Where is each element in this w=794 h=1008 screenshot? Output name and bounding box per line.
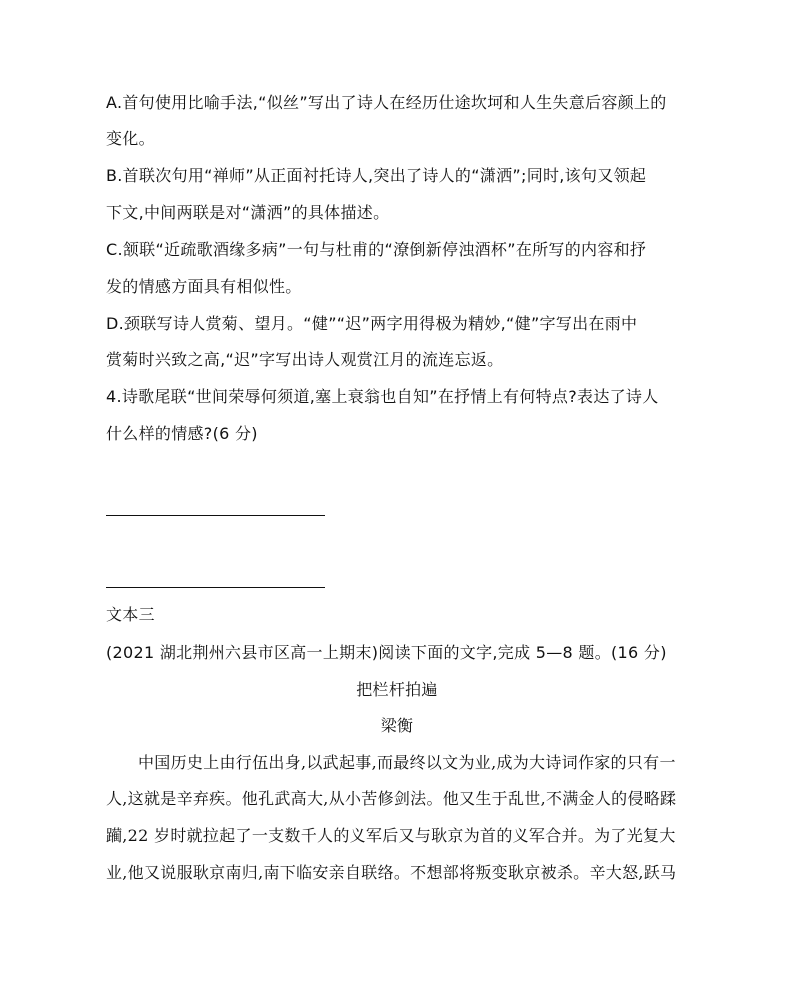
option-a-line-1: A.首句使用比喻手法,“似丝”写出了诗人在经历仕途坎坷和人生失意后容颜上的	[106, 93, 667, 112]
answer-line-2	[106, 587, 325, 588]
answer-line-1	[106, 515, 325, 516]
question-4-line-1: 4.诗歌尾联“世间荣辱何须道,塞上衰翁也自知”在抒情上有何特点?表达了诗人	[106, 387, 659, 406]
option-c-line-2: 发的情感方面具有相似性。	[106, 277, 302, 296]
article-paragraph-line-2: 人,这就是辛弃疾。他孔武高大,从小苦修剑法。他又生于乱世,不满金人的侵略蹂	[106, 789, 677, 808]
article-paragraph-line-4: 业,他又说服耿京南归,南下临安亲自联络。不想部将叛变耿京被杀。辛大怒,跃马	[106, 863, 677, 882]
option-c-line-1: C.颔联“近疏歌酒缘多病”一句与杜甫的“潦倒新停浊酒杯”在所写的内容和抒	[106, 240, 647, 259]
option-d-line-2: 赏菊时兴致之高,“迟”字写出诗人观赏江月的流连忘返。	[106, 350, 504, 369]
article-paragraph-line-1: 中国历史上由行伍出身,以武起事,而最终以文为业,成为大诗词作家的只有一	[138, 753, 676, 772]
article-paragraph-line-3: 躏,22 岁时就拉起了一支数千人的义军后又与耿京为首的义军合并。为了光复大	[106, 826, 676, 845]
option-b-line-2: 下文,中间两联是对“潇洒”的具体描述。	[106, 203, 390, 222]
section-label: 文本三	[106, 605, 155, 624]
section-source-line: (2021 湖北荆州六县市区高一上期末)阅读下面的文字,完成 5—8 题。(16 分)	[106, 643, 667, 662]
option-b-line-1: B.首联次句用“禅师”从正面衬托诗人,突出了诗人的“潇洒”;同时,该句又领起	[106, 166, 647, 185]
article-author: 梁衡	[380, 716, 414, 735]
option-a-line-2: 变化。	[106, 129, 155, 148]
question-4-line-2: 什么样的情感?(6 分)	[106, 424, 258, 443]
option-d-line-1: D.颈联写诗人赏菊、望月。“健”“迟”两字用得极为精妙,“健”字写出在雨中	[106, 314, 638, 333]
article-title: 把栏杆拍遍	[356, 680, 438, 699]
